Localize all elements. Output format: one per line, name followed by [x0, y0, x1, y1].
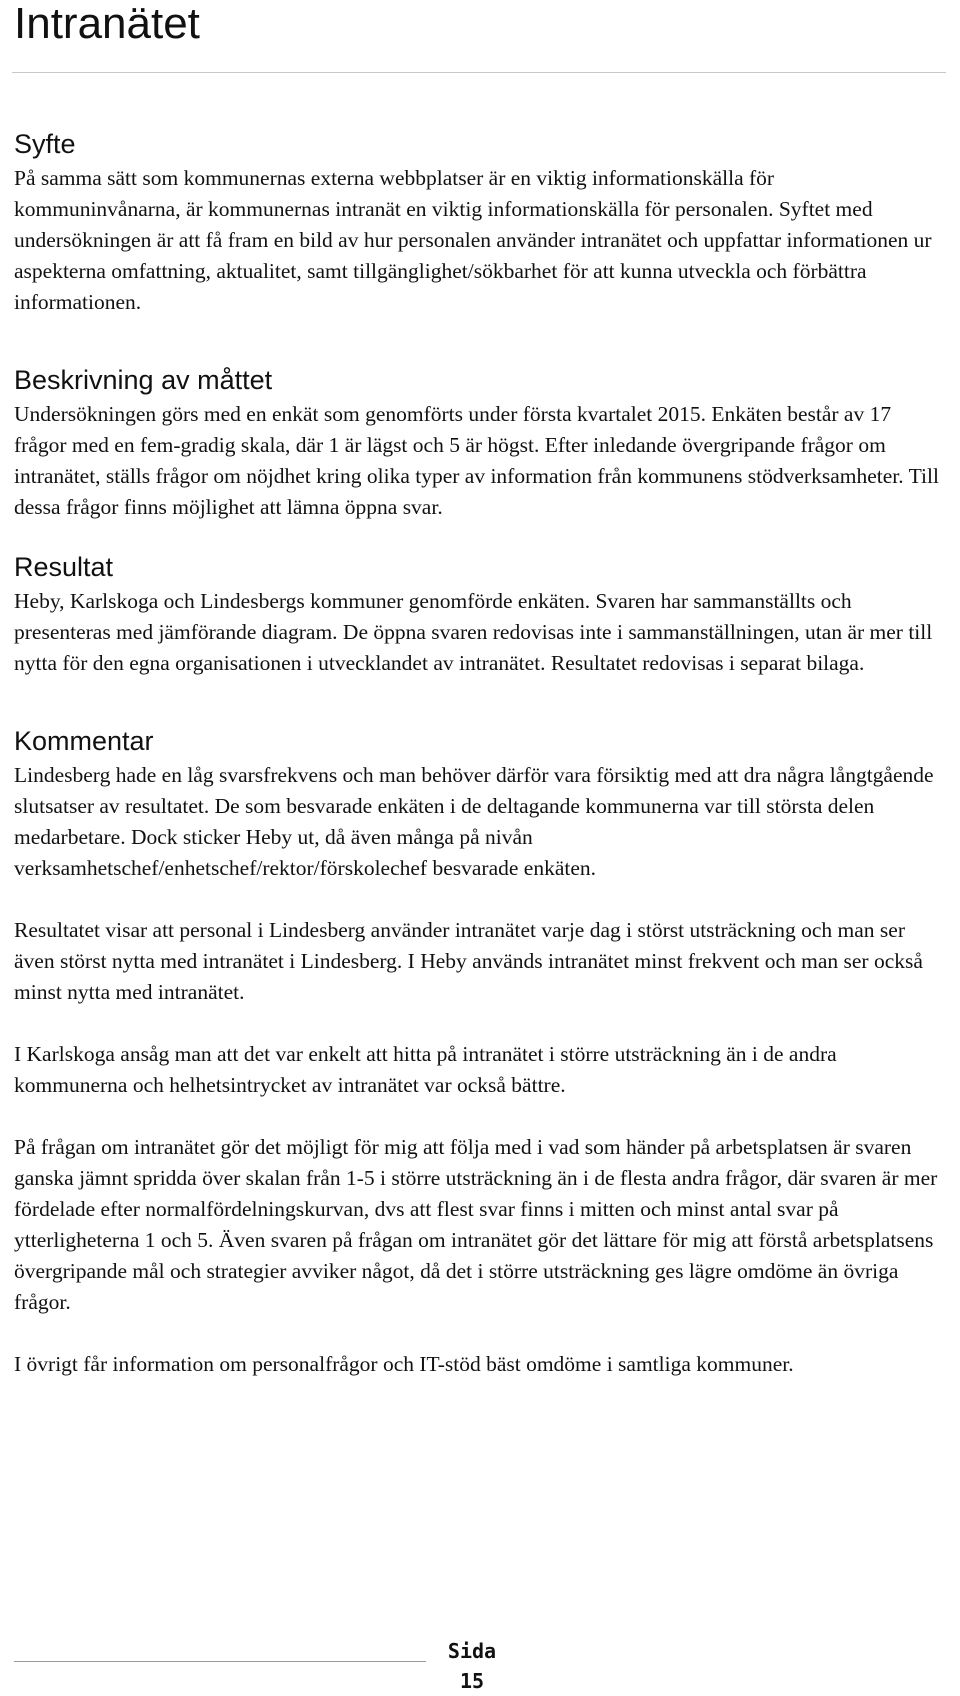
title-divider [12, 72, 946, 73]
kommentar-paragraph-1: Lindesberg hade en låg svarsfrekvens och man behöver därför vara försiktig med att dra några långtgående slutsatser av resultatet. De som besvarade enkäten i de deltagande kommunerna var till största delen medarbetare. Dock sticker Heby ut, då även många på nivån verksamhetschef/enhetschef/rektor/förskolechef besvarade enkäten. [14, 763, 934, 880]
page-label: Sida [447, 1639, 497, 1663]
section-text-syfte: På samma sätt som kommunernas externa webbplatser är en viktig informationskälla för kommuninvånarna, är kommunernas intranät en viktig informationskälla för personalen. Syftet med undersökningen är att få fram en bild av hur personalen använder intranätet och uppfattar informationen ur aspekterna omfattning, aktualitet, samt tillgänglighet/sökbarhet för att kunna utveckla och förbättra informationen. [14, 166, 932, 314]
kommentar-paragraph-2: Resultatet visar att personal i Lindesberg använder intranätet varje dag i störst utsträckning och man ser även störst nytta med intranätet i Lindesberg. I Heby används intranätet minst frekvent och man ser också minst nytta med intranätet. [14, 918, 923, 1004]
section-resultat [14, 551, 944, 679]
kommentar-paragraph-4: På frågan om intranätet gör det möjligt för mig att följa med i vad som händer på arbetsplatsen är svaren ganska jämnt spridda över skalan från 1-5 i större utsträckning än i de flesta andra frågor, där svaren är mer fördelade efter normalfördelningskurvan, dvs att flest svar finns i mitten och minst antal svar på ytterligheterna 1 och 5. Även svaren på frågan om intranätet gör det lättare för mig att förstå arbetsplatsens övergripande mål och strategier avviker något, då det i större utsträckning ges lägre omdöme än övriga frågor. [14, 1135, 938, 1314]
section-heading-beskrivning: Beskrivning av måttet [14, 365, 273, 395]
section-heading-kommentar: Kommentar [14, 726, 154, 756]
section-syfte [14, 128, 944, 318]
page-number-footer [440, 1636, 504, 1696]
section-kommentar [14, 725, 944, 1380]
page-title: Intranätet [14, 0, 200, 48]
section-beskrivning [14, 364, 944, 523]
section-text-resultat: Heby, Karlskoga och Lindesbergs kommuner genomförde enkäten. Svaren har sammanställts och presenteras med jämförande diagram. De öppna svaren redovisas inte i sammanställningen, utan är mer till nytta för den egna organisationen i utvecklandet av intranätet. Resultatet redovisas i separat bilaga. [14, 589, 933, 675]
document-body [14, 128, 944, 1380]
section-heading-syfte: Syfte [14, 129, 76, 159]
section-text-beskrivning: Undersökningen görs med en enkät som genomförts under första kvartalet 2015. Enkäten består av 17 frågor med en fem-gradig skala, där 1 är lägst och 5 är högst. Efter inledande övergripande frågor om intranätet, ställs frågor om nöjdhet kring olika typer av information från kommunens stödverksamheter. Till dessa frågor finns möjlighet att lämna öppna svar. [14, 402, 939, 519]
kommentar-paragraph-5: I övrigt får information om personalfrågor och IT-stöd bäst omdöme i samtliga kommuner. [14, 1352, 794, 1376]
section-heading-resultat: Resultat [14, 552, 114, 582]
page-number: 15 [459, 1669, 485, 1693]
footer-divider [14, 1661, 426, 1662]
kommentar-paragraph-3: I Karlskoga ansåg man att det var enkelt att hitta på intranätet i större utsträckning än i de andra kommunerna och helhetsintrycket av intranätet var också bättre. [14, 1042, 837, 1097]
